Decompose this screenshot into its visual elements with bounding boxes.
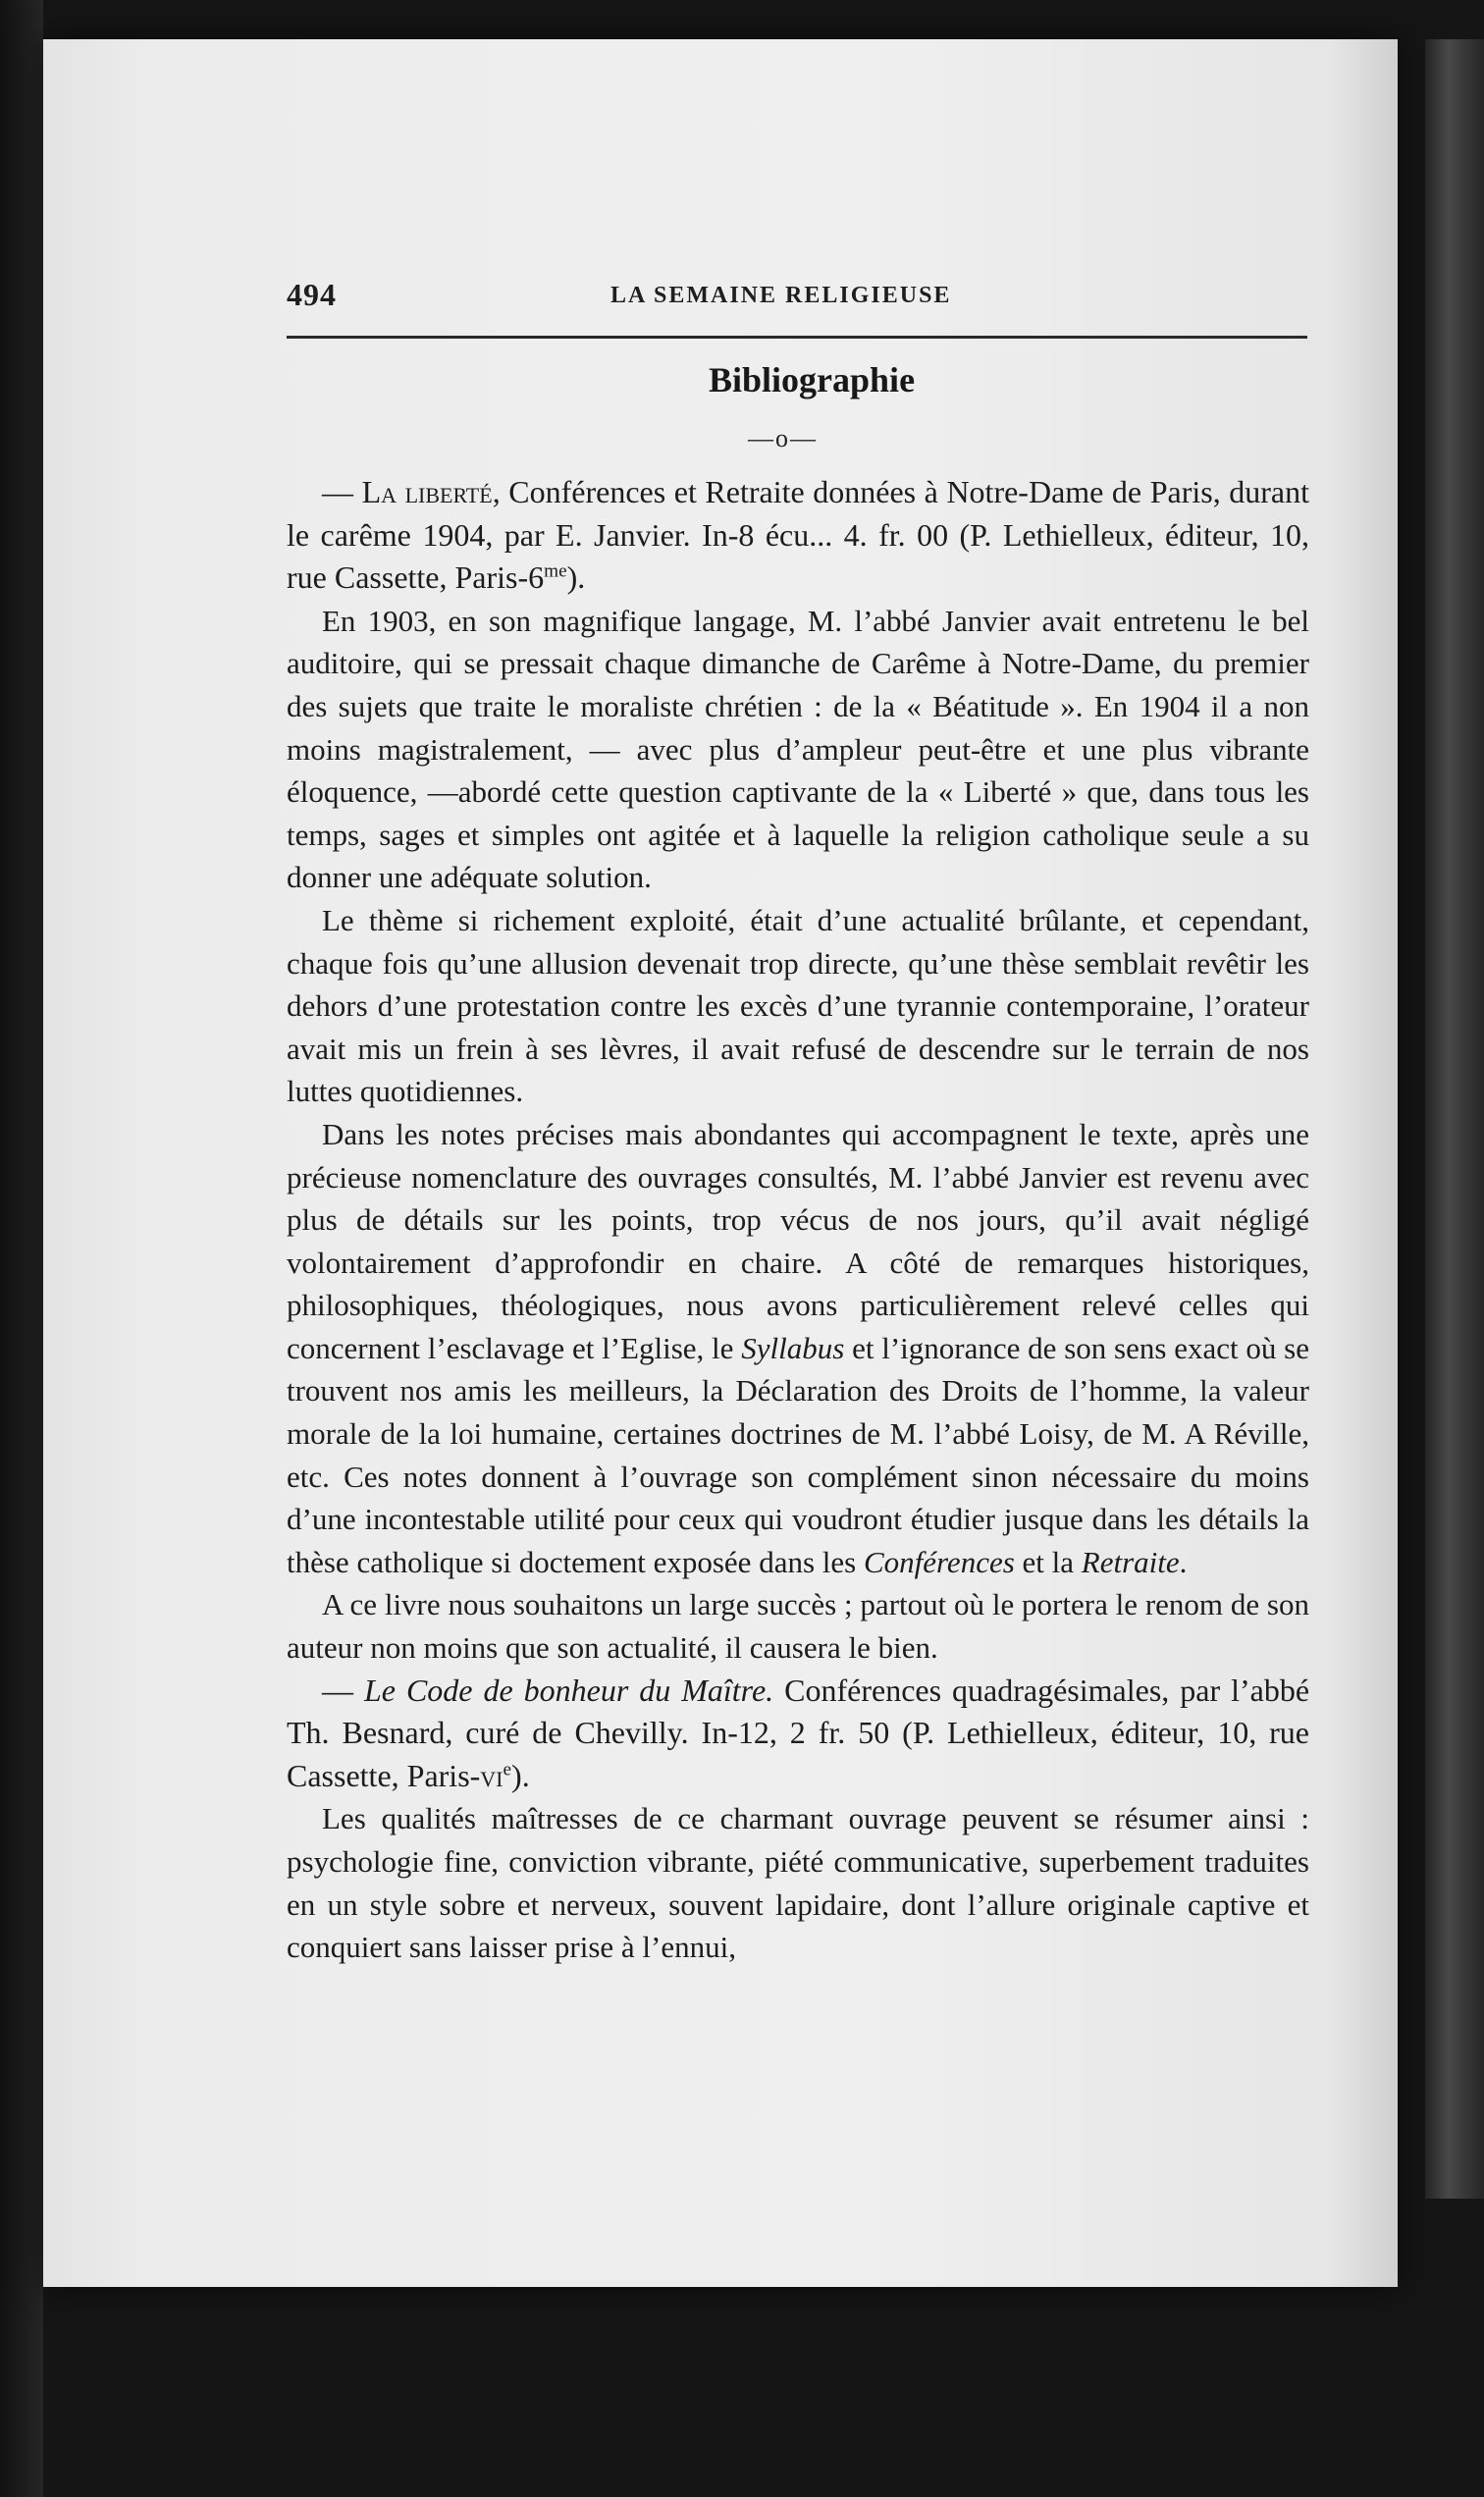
italic-title: Retraite	[1081, 1544, 1180, 1579]
book-page	[43, 39, 1398, 2287]
paragraph	[287, 1113, 1309, 1584]
superscript: me	[544, 560, 567, 582]
entry-1-title: La liberté	[361, 474, 493, 509]
roman-numeral: vi	[480, 1757, 504, 1793]
italic-title: Syllabus	[741, 1330, 845, 1365]
superscript: e	[503, 1759, 512, 1780]
citation-end: ).	[566, 559, 586, 596]
text-run: et la	[1014, 1544, 1082, 1579]
page-number: 494	[287, 277, 337, 312]
journal-title: LA SEMAINE RELIGIEUSE	[610, 283, 952, 308]
entry-2-citation: Conférences quadragésimales, par l’abbé Th. Besnard, curé de Chevilly. In-12, 2 fr. 50 (P. Lethielleux, éditeur, 10, rue Cassette, Paris-	[287, 1672, 1310, 1793]
italic-title: Conférences	[863, 1544, 1015, 1579]
text-run: Dans les notes précises mais abondantes qui accompagnent le texte, après une précieuse nomenclature des ouvrages consultés, M. l’abbé Janvier est revenu avec plus de détails sur les points, trop vécus de nos jours, qu’il avait négligé volontairement d’approfondir en chaire. A côté de remarques historiques, philosophiques, théologiques, nous avons particulièrement relevé celles qui concernent l’esclavage et l’Eglise, le	[287, 1116, 1309, 1365]
entry-2-title: Le Code de bonheur du Maître.	[363, 1672, 774, 1708]
entry-1-citation: , Conférences et Retraite données à Notre-Dame de Paris, durant le carême 1904, par E. Janvier. In-8 écu... 4. fr. 00 (P. Lethielleux, éditeur, 10, rue Cassette, Paris-6	[287, 474, 1310, 596]
entry-1	[287, 471, 1309, 1969]
dash: —	[322, 1672, 364, 1708]
header-rule	[287, 336, 1307, 339]
spine-shadow	[0, 0, 43, 2497]
entry-1-heading	[287, 471, 1309, 600]
section-ornament: —o—	[748, 424, 818, 452]
text-run: et l’ignorance de son sens exact où se trouvent nos amis les meilleurs, la Déclaration des Droits de l’homme, la valeur morale de la loi humaine, certaines doctrines de M. l’abbé Loisy, de M. A Réville, etc. Ces notes donnent à l’ouvrage son complément sinon nécessaire du moins d’une incontestable utilité pour ceux qui voudront étudier jusque dans les détails la thèse catholique si doctement exposée dans les	[287, 1330, 1309, 1579]
citation-end: ).	[511, 1757, 530, 1793]
paragraph: A ce livre nous souhaitons un large succès ; partout où le portera le renom de son auteur non moins que son actualité, il causera le bien.	[287, 1587, 1309, 1666]
next-page-edge	[1425, 39, 1484, 2199]
running-head	[287, 277, 1307, 316]
paragraph: En 1903, en son magnifique langage, M. l’abbé Janvier avait entretenu le bel auditoire, qui se pressait chaque dimanche de Carême à Notre-Dame, du premier des sujets que traite le moraliste chrétien : de la « Béatitude ». En 1904 il a non moins magistralement, — avec plus d’ampleur peut-être et une plus vibrante éloquence, —abordé cette question captivante de la « Liberté » que, dans tous les temps, sages et simples ont agitée et à laquelle la religion catholique seule a su donner une adéquate solution.	[287, 603, 1309, 895]
paragraph: Le thème si richement exploité, était d’une actualité brûlante, et cependant, chaque fois qu’une allusion devenait trop directe, qu’une thèse semblait revêtir les dehors d’une protestation contre les excès d’une tyrannie contemporaine, l’orateur avait mis un frein à ses lèvres, il avait refusé de descendre sur le terrain de nos luttes quotidiennes.	[287, 902, 1309, 1109]
paragraph: Les qualités maîtresses de ce charmant ouvrage peuvent se résumer ainsi : psychologie fine, conviction vibrante, piété communicative, superbement traduites en un style sobre et nerveux, souvent lapidaire, dont l’allure originale captive et conquiert sans laisser prise à l’ennui,	[287, 1801, 1309, 1965]
dash: —	[322, 474, 362, 509]
entry-2-heading	[287, 1670, 1309, 1798]
section-title: Bibliographie	[709, 360, 916, 399]
text-run: .	[1179, 1544, 1188, 1579]
